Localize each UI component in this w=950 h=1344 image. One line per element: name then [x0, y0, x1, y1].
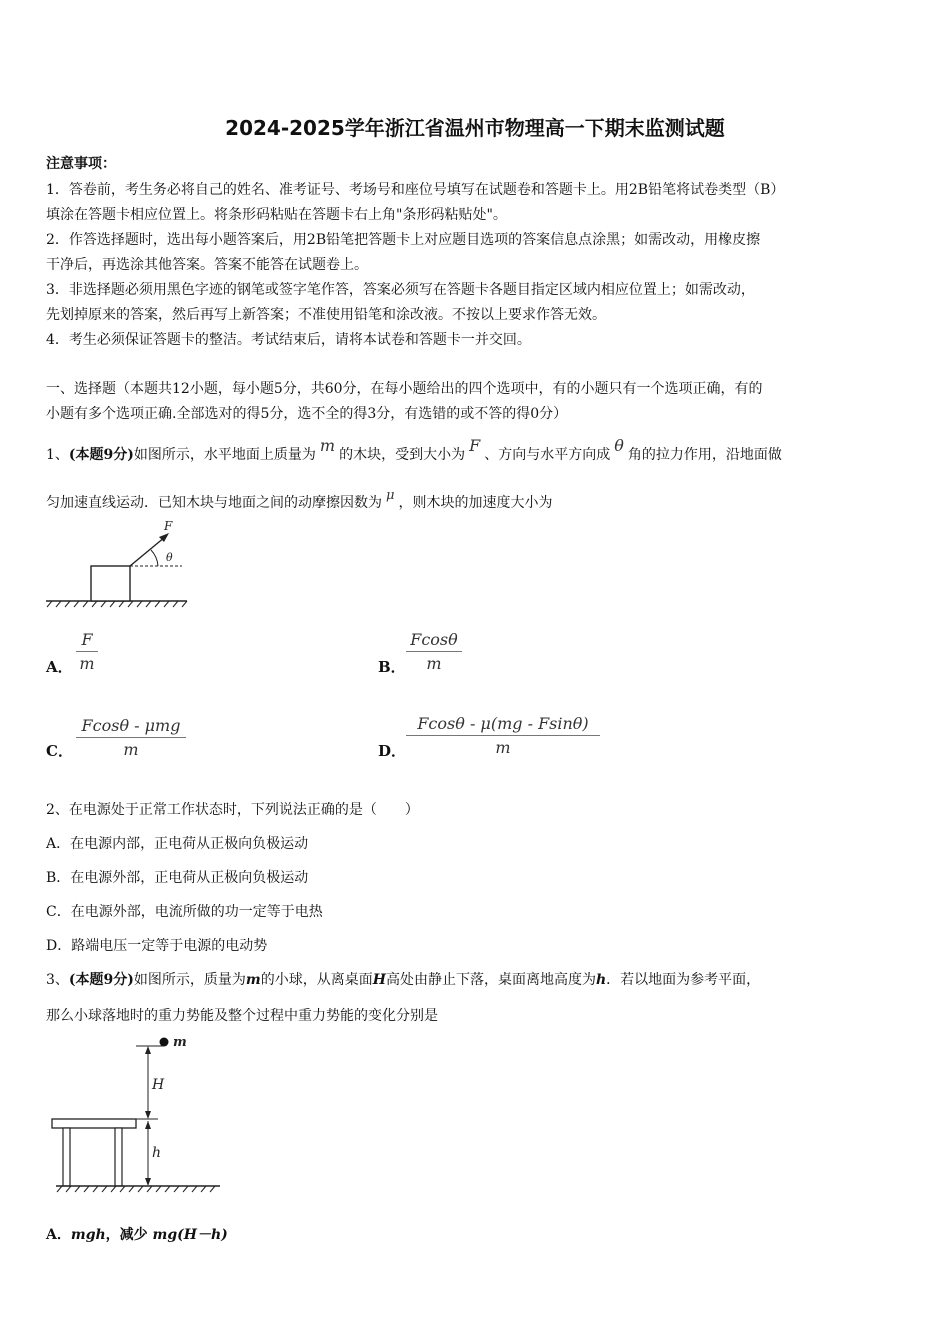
q3-stem-line-1 — [46, 969, 760, 989]
q3-option-a-separator: ，减少 — [105, 1227, 153, 1243]
q3-arrow-table-up — [145, 1111, 151, 1119]
q3-symbol-h-lower: h — [595, 972, 607, 988]
q1-option-a-label[interactable]: A． — [46, 658, 73, 676]
q2-option-a[interactable]: A．在电源内部，正电荷从正极向负极运动 — [46, 836, 309, 852]
q3-figure-label-h-upper: H — [152, 1077, 165, 1093]
notice-line-4: 干净后，再选涂其他答案。答案不能答在试题卷上。 — [46, 257, 368, 273]
q1-prefix: 1、 — [46, 447, 69, 463]
q1-option-b-numerator: Fcosθ — [406, 630, 462, 652]
q2-stem: 2、在电源处于正常工作状态时，下列说法正确的是（ ） — [46, 802, 419, 818]
q3-text-1: 如图所示，质量为 — [133, 972, 246, 988]
q3-ground-hatching — [57, 1186, 215, 1192]
q3-prefix: 3、 — [46, 972, 69, 988]
q1-option-d-fraction[interactable] — [406, 714, 600, 757]
q1-text-4: 角的拉力作用，沿地面做 — [627, 447, 782, 463]
q1-option-c-fraction[interactable] — [76, 716, 186, 759]
q3-stem-line-2: 那么小球落地时的重力势能及整个过程中重力势能的变化分别是 — [46, 1008, 438, 1024]
q1-option-b-fraction[interactable] — [406, 630, 462, 673]
q1-text-5: 匀加速直线运动．已知木块与地面之间的动摩擦因数为 — [46, 495, 382, 511]
q1-option-a-numerator: F — [76, 630, 98, 652]
q2-option-b[interactable]: B．在电源外部，正电荷从正极向负极运动 — [46, 870, 309, 886]
q1-text-1: 如图所示，水平地面上质量为 — [133, 447, 316, 463]
q1-block — [91, 566, 130, 601]
q3-figure — [48, 1032, 228, 1197]
notice-line-3: 2．作答选择题时，选出每小题答案后，用2B铅笔把答题卡上对应题目选项的答案信息点涂黑；如需改动，用橡皮擦 — [46, 232, 761, 248]
q3-tag: (本题9分) — [68, 972, 134, 988]
q3-option-a[interactable] — [46, 1224, 228, 1244]
q1-option-d-label[interactable]: D． — [378, 742, 407, 760]
q2-option-d[interactable]: D．路端电压一定等于电源的电动势 — [46, 938, 268, 954]
q3-figure-label-h-lower: h — [152, 1145, 162, 1161]
q1-text-3: 、方向与水平方向成 — [484, 447, 611, 463]
q1-option-d-numerator: Fcosθ - μ(mg - Fsinθ) — [406, 714, 600, 736]
q1-figure-label-f: F — [164, 519, 173, 533]
q3-table-top — [52, 1119, 136, 1128]
q3-table-leg-left — [63, 1128, 70, 1186]
q3-figure-label-m: m — [173, 1035, 187, 1050]
q3-text-4: ．若以地面为参考平面， — [606, 972, 761, 988]
notice-line-7: 4．考生必须保证答题卡的整洁。考试结束后，请将本试卷和答题卡一并交回。 — [46, 332, 531, 348]
q1-option-c-label[interactable]: C． — [46, 742, 73, 760]
q3-ball — [160, 1038, 169, 1047]
q1-symbol-m: m — [319, 436, 336, 455]
q3-arrow-ground — [145, 1178, 151, 1186]
section-heading-line-2: 小题有多个选项正确.全部选对的得5分，选不全的得3分，有选错的或不答的得0分） — [46, 406, 568, 422]
notice-heading: 注意事项： — [46, 156, 116, 172]
q1-figure — [44, 515, 194, 610]
q1-symbol-mu: μ — [386, 488, 395, 503]
q1-tag: (本题9分) — [68, 447, 134, 463]
q1-symbol-theta: θ — [614, 436, 624, 455]
q1-option-a-fraction[interactable] — [76, 630, 98, 673]
notice-line-6: 先划掉原来的答案，然后再写上新答案；不准使用铅笔和涂改液。不按以上要求作答无效。 — [46, 307, 606, 323]
q1-option-c-denominator: m — [123, 740, 139, 759]
q1-option-c-numerator: Fcosθ - μmg — [76, 716, 186, 738]
q3-symbol-h-upper: H — [372, 972, 386, 988]
q1-symbol-f: F — [469, 436, 481, 455]
q1-text-6: ，则木块的加速度大小为 — [398, 495, 553, 511]
q3-option-a-value-1: mgh — [70, 1227, 106, 1243]
q1-option-d-denominator: m — [495, 738, 511, 757]
q1-text-2: 的木块，受到大小为 — [339, 447, 466, 463]
notice-line-2: 填涂在答题卡相应位置上。将条形码粘贴在答题卡右上角"条形码粘贴处"。 — [46, 207, 507, 223]
q1-option-b-label[interactable]: B． — [378, 658, 406, 676]
section-heading-line-1: 一、选择题（本题共12小题，每小题5分，共60分，在每小题给出的四个选项中，有的小题只有一个选项正确，有的 — [46, 381, 763, 397]
q3-option-a-value-2: mg(H－h) — [152, 1227, 228, 1243]
notice-line-5: 3．非选择题必须用黑色字迹的钢笔或签字笔作答，答案必须写在答题卡各题目指定区域内相应位置上；如需改动， — [46, 282, 755, 298]
q3-table-leg-right — [115, 1128, 122, 1186]
q3-symbol-m: m — [245, 972, 261, 988]
page-title: 2024-2025学年浙江省温州市物理高一下期末监测试题 — [225, 116, 725, 140]
q1-stem-line-1 — [46, 436, 782, 464]
q3-arrow-table-down — [145, 1121, 151, 1129]
q1-option-a-denominator: m — [79, 654, 95, 673]
q1-angle-arc — [151, 550, 158, 566]
q1-option-b-denominator: m — [426, 654, 442, 673]
q3-text-3: 高处由静止下落，桌面离地高度为 — [385, 972, 596, 988]
q1-figure-label-theta: θ — [166, 551, 173, 564]
notice-line-1: 1．答卷前，考生务必将自己的姓名、准考证号、考场号和座位号填写在试题卷和答题卡上。用2B铅笔将试卷类型（B） — [46, 182, 785, 198]
q2-option-c[interactable]: C．在电源外部，电流所做的功一定等于电热 — [46, 904, 323, 920]
q3-arrow-top — [145, 1046, 151, 1054]
q1-ground-hatching — [47, 601, 187, 607]
q1-force-arrow — [130, 537, 165, 566]
q3-text-2: 的小球，从离桌面 — [260, 972, 373, 988]
q3-option-a-label: A． — [46, 1227, 71, 1243]
q1-stem-line-2 — [46, 488, 552, 512]
